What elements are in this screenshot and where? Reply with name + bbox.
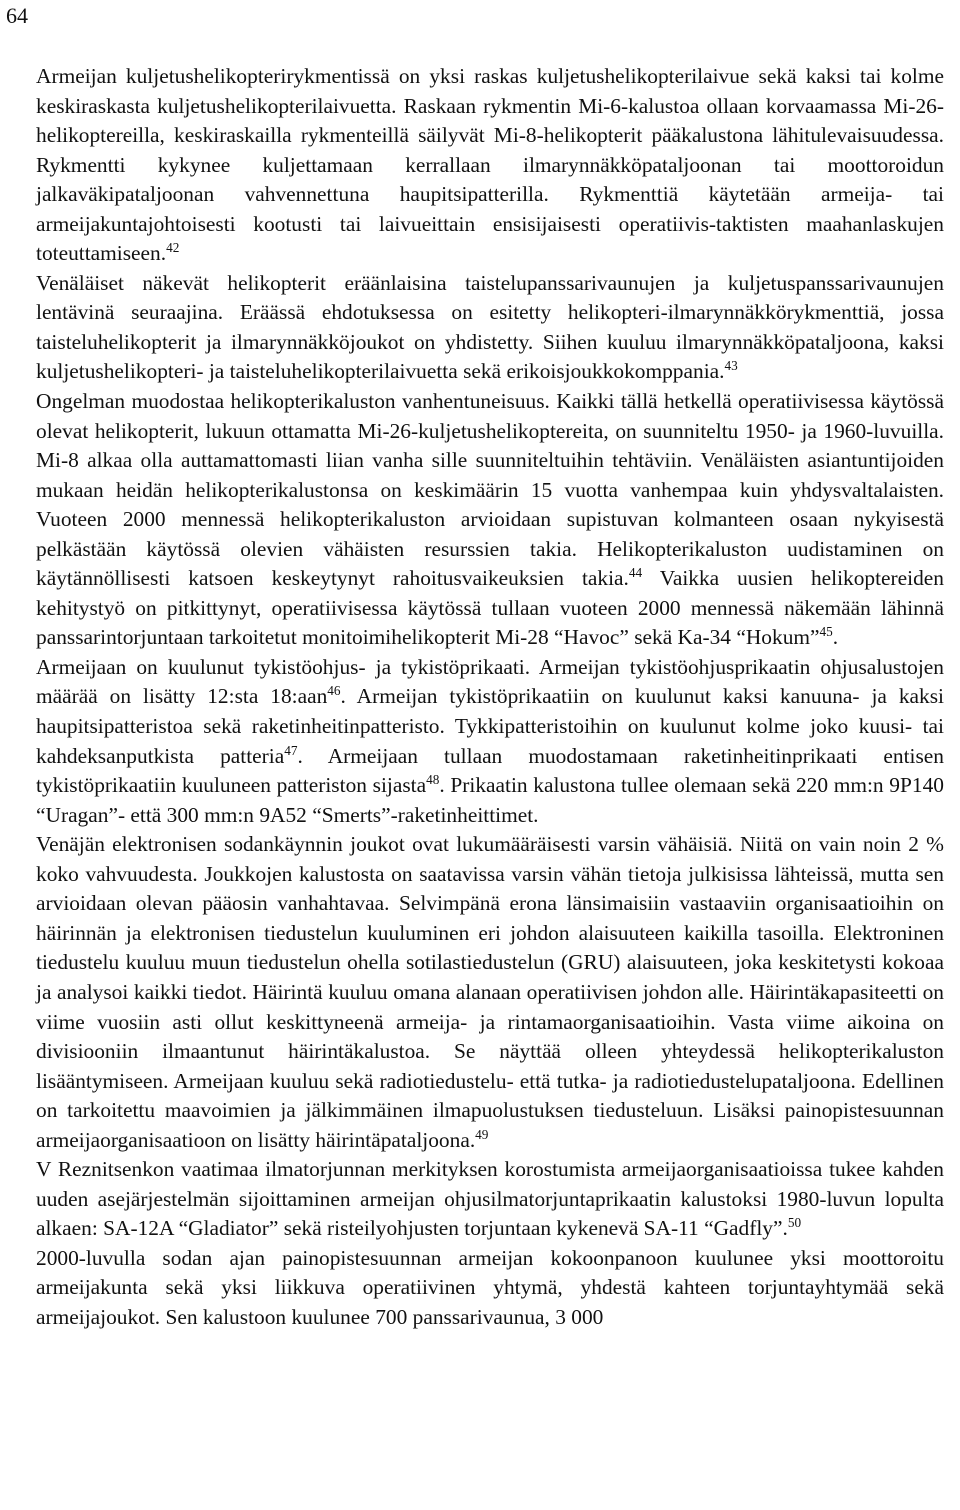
- footnote-ref: 43: [724, 358, 738, 374]
- footnote-ref: 42: [166, 240, 180, 256]
- paragraph-1: [36, 62, 944, 269]
- paragraph-text: V Reznitsenkon vaatimaa ilmatorjunnan merkityksen korostumista armeijaorganisaatioissa tukee kahden uuden asejärjestelmän sijoittaminen armeijan ohjusilmatorjuntaprikaatin kalustoksi 1980-luvun lopulta alkaen: SA-12A “Gladiator” sekä risteilyohjusten torjuntaan kykenevä SA-11 “Gadfly”.: [36, 1157, 944, 1241]
- paragraph-text: 2000-luvulla sodan ajan painopistesuunnan armeijan kokoonpanoon kuulunee yksi moottoroitu armeijakunta sekä yksi liikkuva operatiivinen yhtymä, yhdestä kahteen torjuntayhtymää sekä armeijajoukot. Sen kalustoon kuulunee 700 panssarivaunua, 3 000: [36, 1245, 944, 1329]
- paragraph-7: [36, 1244, 944, 1333]
- paragraph-3: [36, 387, 944, 653]
- page-number: 64: [6, 3, 28, 28]
- paragraph-text: Ongelman muodostaa helikopterikaluston vanhentuneisuus. Kaikki tällä hetkellä operatiivisessa käytössä olevat helikopterit, lukuun ottamatta Mi-26-kuljetushelikoptereita, on suunniteltu 1950- ja 1960-luvuilla. Mi-8 alkaa olla auttamattomasti liian vanha sille suunniteltuihin tehtäviin. Venäläisten asiantuntijoiden mukaan heidän helikopterikalustonsa on keskimäärin 15 vuotta vanhempaa kuin yhdysvaltalaisten. Vuoteen 2000 mennessä helikopterikaluston arvioidaan supistuvan kolmanteen osaan nykyisestä pelkästään käytössä olevien vähäisten resurssien takia. Helikopterikaluston uudistaminen on käytännöllisesti katsoen keskeytynyt rahoitusvaikeuksien takia.: [36, 389, 944, 591]
- paragraph-text: . Armeijaan tullaan muodostamaan raketinheitinprikaati entisen tykistöprikaatiin kuuluneen patteriston sijasta: [36, 743, 944, 798]
- paragraph-text: .: [832, 625, 839, 650]
- footnote-ref: 50: [787, 1215, 802, 1231]
- footnote-ref: 49: [475, 1126, 489, 1142]
- paragraph-text: Armeijaan on kuulunut tykistöohjus- ja tykistöprikaati. Armeijan tykistöohjusprikaatin ohjusalustojen määrää on lisätty 12:sta 18:aan: [36, 654, 944, 709]
- body-text: [36, 62, 944, 1333]
- paragraph-5: [36, 830, 944, 1155]
- paragraph-text: . Prikaatin kalustona tullee olemaan sekä 220 mm:n 9P140 “Uragan”- että 300 mm:n 9A52 “Smerts”-raketinheittimet.: [36, 773, 944, 827]
- footnote-ref: 46: [327, 683, 341, 699]
- paragraph-6: [36, 1155, 944, 1244]
- footnote-ref: 45: [819, 624, 833, 640]
- paragraph-text: Venäjän elektronisen sodankäynnin joukot ovat lukumääräisesti varsin vähäisiä. Niitä on vain noin 2 % koko vahvuudesta. Joukkojen kalustosta on saatavissa varsin vähän tietoja julkisissa lähteissä, mutta sen arvioidaan olevan pääosin vanhahtavaa. Selvimpänä erona länsimaisiin vastaaviin organisaatioihin on häirinnän ja elektronisen tiedustelun kuuluminen eri johdon alaisuuteen kaikilla tasoilla. Elektroninen tiedustelu kuuluu muun tiedustelun ohella sotilastiedustelun (GRU) alaisuuteen, joka keskitetysti kokoaa ja analysoi kaikki tiedot. Häirintä kuuluu omana alanaan operatiivisen johdon alle. Häirintäkapasiteetti on viime vuosiin asti ollut keskittyneenä armeija- ja rintamaorganisaatioihin. Vasta viime aikoina on divisiooniin ilmaantunut häirintäkalustoa. Se näyttää olleen yhteydessä helikopterikaluston lisääntymiseen. Armeijaan kuuluu sekä radiotiedustelu- että tutka- ja radiotiedustelupataljoona. Edellinen on tarkoitettu maavoimien ja jälkimmäinen ilmapuolustuksen tiedusteluun. Lisäksi painopistesuunnan armeijaorganisaatioon on lisätty häirintäpataljoona.: [36, 832, 944, 1152]
- paragraph-text: . Armeijan tykistöprikaatiin on kuulunut kaksi kanuuna- ja kaksi haupitsipatteristoa sekä raketinheitinpatteristo. Tykkipatteristoihin on kuulunut kolme joko kuusi- tai kahdeksanputkista patteria: [36, 684, 945, 768]
- paragraph-text: Armeijan kuljetushelikopterirykmentissä on yksi raskas kuljetushelikopterilaivue sekä kaksi tai kolme keskiraskasta kuljetushelikopterilaivuetta. Raskaan rykmentin Mi-6-kalustoa ollaan korvaamassa Mi-26-helikoptereilla, keskiraskailla rykmenteillä säilyvät Mi-8-helikopterit pääkalustona lähitulevaisuudessa. Rykmentti kykynee kuljettamaan kerrallaan ilmarynnäkköpataljoonan tai moottoroidun jalkaväkipataljoonan vahvennettuna haupitsipatterilla. Rykmenttiä käytetään armeija- tai armeijakuntajohtoisesti kootusti tai laivueittain ensisijaisesti operatiivis-taktisten maahanlaskujen toteuttamiseen.: [36, 64, 944, 266]
- footnote-ref: 47: [284, 742, 298, 758]
- footnote-ref: 48: [426, 771, 440, 787]
- paragraph-2: [36, 269, 944, 387]
- paragraph-text: Vaikka uusien helikoptereiden kehitystyö on pitkittynyt, operatiivisessa käytössä tullaan vuoteen 2000 mennessä näkemään lähinnä panssarintorjuntaan tarkoitetut monitoimihelikopterit Mi-28 “Havoc” sekä Ka-34 “Hokum”: [36, 566, 944, 650]
- paragraph-4: [36, 653, 944, 830]
- paragraph-text: Venäläiset näkevät helikopterit eräänlaisina taistelupanssarivaunujen ja kuljetuspanssarivaunujen lentävinä seuraajina. Eräässä ehdotuksessa on esitetty helikopteri-ilmarynnäkkörykmenttiä, jossa taisteluhelikopterit ja ilmarynnäkköjoukot on yhdistetty. Siihen kuuluu ilmarynnäkköpataljoona, kaksi kuljetushelikopteri- ja taisteluhelikopterilaivuetta sekä erikoisjoukkokomppania.: [36, 270, 944, 384]
- footnote-ref: 44: [628, 565, 643, 581]
